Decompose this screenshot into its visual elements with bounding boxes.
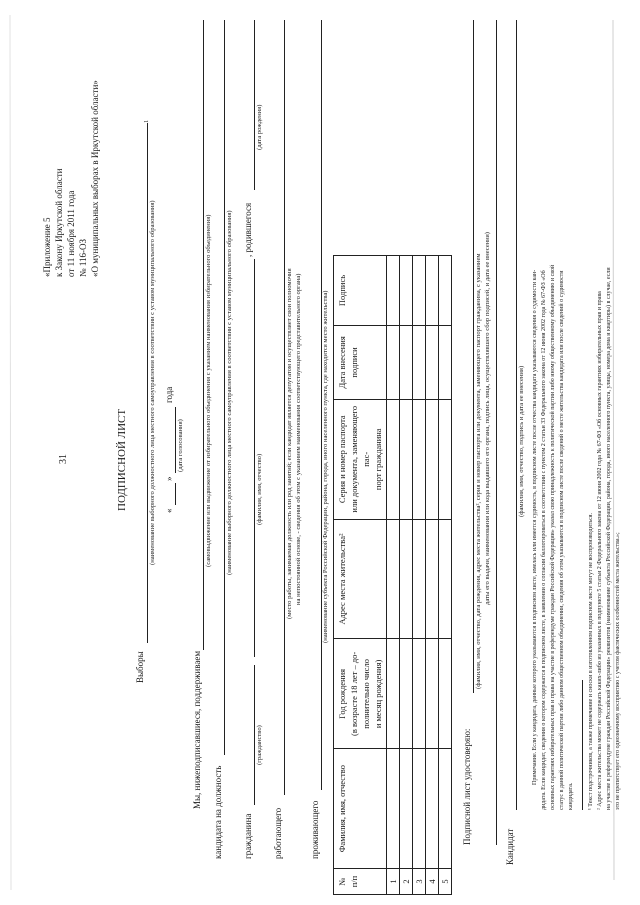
candidate-label: Кандидат — [505, 828, 515, 865]
table-row — [387, 256, 400, 895]
cell-birth-year[interactable] — [400, 639, 413, 749]
residing-label: проживающего — [310, 800, 320, 859]
cell-address[interactable] — [426, 519, 439, 639]
row-number: 3 — [413, 869, 426, 895]
cell-full-name[interactable] — [387, 749, 400, 869]
footnote-2-line-1: ² Адрес места жительства может не содержать каких-либо из указанных в подпункте 5 статьи 2 Федерального закона от 12 июня 2002 года № 67-ФЗ «Об основных гарантиях избирательных прав и права — [597, 291, 603, 810]
elections-label: Выборы — [135, 651, 145, 683]
row-number: 1 — [387, 869, 400, 895]
row-number: 2 — [400, 869, 413, 895]
table-row — [413, 256, 426, 895]
elections-footnote-mark: 1 — [143, 119, 150, 123]
cell-birth-year[interactable] — [387, 639, 400, 749]
cell-birth-year[interactable] — [413, 639, 426, 749]
cell-signature[interactable] — [400, 256, 413, 326]
appendix-line-2: к Закону Иркутской области — [54, 168, 64, 277]
col-header-full-name: Фамилия, имя, отчество — [334, 749, 387, 869]
citizenship-label: гражданина — [243, 813, 253, 859]
certified-label: Подписной лист удостоверяю: — [462, 728, 472, 845]
cell-full-name[interactable] — [426, 749, 439, 869]
footnote-1: ¹ Текст подстрочников, а также примечание и сноски в изготовленном подписном листе могут не воспроизводиться. — [588, 512, 594, 810]
col-header-passport: Серия и номер паспорта или документа, заменяющего пас- порт гражданина — [334, 399, 387, 519]
appendix-line-5: «О муниципальных выборах в Иркутской области» — [90, 80, 100, 277]
note-line-5: кандидата. — [568, 782, 574, 810]
col-header-signature: Подпись — [334, 256, 387, 326]
certified-line — [473, 20, 474, 693]
date-day-line — [175, 483, 176, 505]
cell-passport[interactable] — [400, 399, 413, 519]
candidate-caption: (фамилия, имя, отчество, подпись и дата ее внесения) — [518, 365, 525, 517]
col-header-number: № п/п — [334, 869, 387, 895]
table-row — [400, 256, 413, 895]
row-number: 5 — [439, 869, 452, 895]
col-header-birth-year: Год рождения (в возрасте 18 лет – до- полнительно число и месяц рождения) — [334, 639, 387, 749]
cell-passport[interactable] — [439, 399, 452, 519]
certified-line-2 — [496, 20, 497, 845]
cell-sign-date[interactable] — [426, 325, 439, 399]
cell-signature[interactable] — [439, 256, 452, 326]
appendix-line-4: № 116-ОЗ — [78, 238, 88, 277]
footnote-2-line-3: это не препятствует его однозначному восприятию с учетом фактических особенностей места жительства.»; — [615, 532, 621, 810]
working-caption-1: (место работы, занимаемая должность или род занятий; если кандидат является депутатом и осуществляет свои полномочия — [286, 268, 293, 619]
cell-full-name[interactable] — [400, 749, 413, 869]
candidate-line — [516, 20, 517, 810]
cell-signature[interactable] — [426, 256, 439, 326]
date-month-line — [175, 407, 176, 473]
cell-sign-date[interactable] — [413, 325, 426, 399]
working-label: работающего — [273, 807, 283, 859]
cell-signature[interactable] — [387, 256, 400, 326]
cell-passport[interactable] — [413, 399, 426, 519]
cell-passport[interactable] — [426, 399, 439, 519]
certified-caption-2: даты его выдачи, наименования или кода выдавшего его органа, подпись лица, осуществлявшего сбор подписей, и дата ее внесения) — [484, 232, 491, 605]
footnote-separator — [582, 680, 583, 810]
citizenship-line — [254, 665, 255, 805]
candidate-position-caption: (наименование выборного должностного лица местного самоуправления в соответствии с уставом муниципального образования) — [226, 210, 233, 575]
note-line-1: Примечание. Если у кандидата, данные которого указываются в подписном листе, имелась или имеется судимость, в подписном листе после отчества кандидата указываются сведения о судимости кан- — [532, 269, 538, 785]
page-number: 31 — [58, 454, 69, 464]
appendix-line-3: от 11 ноября 2011 года — [66, 190, 76, 277]
col-header-sign-date: Дата внесения подписи — [334, 325, 387, 399]
date-open-quote: « — [164, 508, 174, 513]
candidate-position-label: кандидата на должность — [213, 765, 223, 859]
cell-full-name[interactable] — [439, 749, 452, 869]
cell-address[interactable] — [413, 519, 426, 639]
cell-sign-date[interactable] — [387, 325, 400, 399]
birth-date-caption: (дата рождения) — [256, 104, 263, 150]
certified-caption-1: (фамилия, имя, отчество, дата рождения, адрес места жительства², серия и номер паспорта или документа, заменяющего паспорт гражданина, с указанием — [475, 253, 482, 689]
undersigned-line — [203, 20, 204, 650]
birth-date-line — [254, 20, 255, 190]
appendix-line-1: «Приложение 5 — [42, 217, 52, 277]
note-line-3: основных гарантиях избирательных прав и права на участие в референдуме граждан Российской Федерации» указал свою принадлежность к политической партии либо иному общественному объединению и свой — [550, 264, 556, 810]
working-caption-2: на непостоянной основе, - сведения об этом с указанием наименования соответствующего представительного органа) — [295, 273, 302, 605]
date-close-quote: » — [164, 476, 174, 481]
page-title: ПОДПИСНОЙ ЛИСТ — [116, 408, 128, 511]
cell-sign-date[interactable] — [400, 325, 413, 399]
note-line-2: дидата. Если кандидат, сведения о котором содержатся в подписном листе, в заявлении о согласии баллотироваться в соответствии с пунктом 2 статьи 33 Федерального закона от 12 июня 2002 года № 67-ФЗ «Об — [541, 270, 547, 810]
cell-birth-year[interactable] — [439, 639, 452, 749]
row-number: 4 — [426, 869, 439, 895]
cell-address[interactable] — [387, 519, 400, 639]
col-header-address: Адрес места жительства² — [334, 519, 387, 639]
candidate-position-line — [224, 20, 225, 755]
table-row — [426, 256, 439, 895]
undersigned-caption: (самовыдвижение или выдвижение от избирательного объединения с указанием наименования избирательного объединения) — [205, 214, 212, 567]
table-header-row — [334, 256, 387, 895]
cell-full-name[interactable] — [413, 749, 426, 869]
elections-line — [147, 123, 148, 643]
full-name-caption: (фамилия, имя, отчество) — [256, 453, 263, 525]
elections-caption: (наименование выборного должностного лица местного самоуправления в соответствии с уставом муниципального образования) — [149, 200, 156, 565]
cell-address[interactable] — [400, 519, 413, 639]
signature-table — [333, 255, 452, 895]
citizenship-caption: (гражданство) — [256, 725, 263, 765]
cell-address[interactable] — [439, 519, 452, 639]
working-line — [284, 20, 285, 795]
cell-sign-date[interactable] — [439, 325, 452, 399]
table-row — [439, 256, 452, 895]
cell-signature[interactable] — [413, 256, 426, 326]
footnote-2-line-2: на участие в референдуме граждан Российской Федерации» реквизитов (наименование субъекта Российской Федерации, района, города, иного населенного пункта, улицы, номера дома и квартиры) в случае, если — [606, 267, 612, 810]
cell-birth-year[interactable] — [426, 639, 439, 749]
cell-passport[interactable] — [387, 399, 400, 519]
date-year-label: года — [164, 386, 174, 403]
undersigned-text: Мы, нижеподписавшиеся, поддерживаем — [192, 650, 202, 809]
full-name-line — [254, 259, 255, 657]
note-line-4: статус в данной политической партии либо данном общественном объединении, сведения об этом указываются в подписном листе после сведений о месте жительства кандидата или после сведений о судимости — [559, 270, 565, 810]
born-label: , родившегося — [243, 202, 253, 257]
date-caption: (дата голосования) — [177, 419, 184, 472]
residing-caption: (наименование субъекта Российской Федерации, района, города, иного населенного пункта, где находится место жительства) — [322, 290, 329, 643]
